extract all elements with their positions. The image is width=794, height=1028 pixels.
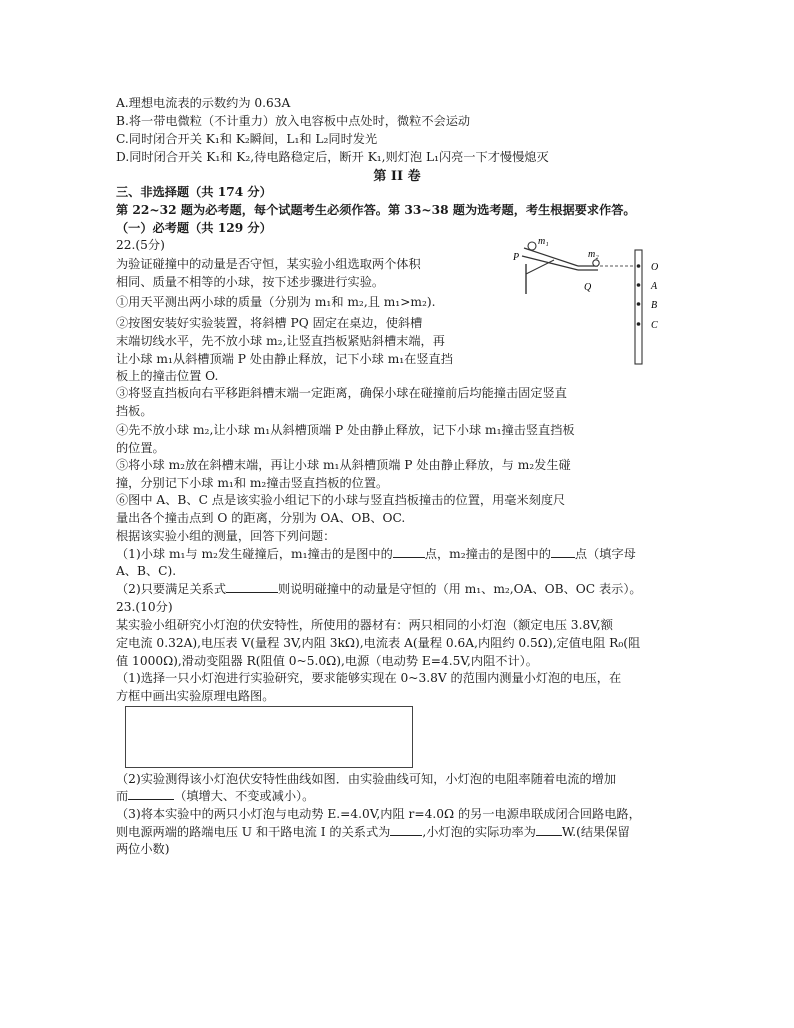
label-c: C: [651, 320, 658, 331]
q22-line: ④先不放小球 m₂,让小球 m₁从斜槽顶端 P 处由静止释放，记下小球 m₁撞击竖直挡板: [116, 423, 575, 437]
label-m1: m₁: [538, 236, 549, 247]
q22-line: ①用天平测出两小球的质量（分别为 m₁和 m₂,且 m₁>m₂).: [116, 295, 436, 309]
impact-dot-c: [637, 322, 641, 326]
q22-sub1-text: 点（填字母: [574, 547, 636, 561]
answer-blank[interactable]: [551, 545, 575, 558]
impact-dot-a: [637, 283, 641, 287]
answer-blank[interactable]: [393, 545, 425, 558]
q23-line: 定电流 0.32A),电压表 V(量程 3V,内阻 3kΩ),电流表 A(量程 0.6A,内阻约 0.5Ω),定值电阻 R₀(阻: [116, 636, 641, 650]
label-m2: m₂: [588, 249, 599, 260]
q23-sub3-text: W.(结果保留: [561, 825, 630, 839]
q23-line: 某实验小组研究小灯泡的伏安特性，所使用的器材有：两只相同的小灯泡（额定电压 3.8V,额: [116, 618, 613, 632]
answer-blank[interactable]: [390, 823, 422, 836]
q23-sub2-text: （填增大、不变或减小）。: [174, 789, 315, 803]
answer-blank[interactable]: [536, 823, 562, 836]
q22-line: 末端切线水平，先不放小球 m₂,让竖直挡板紧贴斜槽末端，再: [116, 334, 445, 348]
q22-line: 为验证碰撞中的动量是否守恒，某实验小组选取两个体积: [116, 257, 421, 271]
q23-number: 23.(10分): [116, 600, 173, 614]
q23-line: （1)选择一只小灯泡进行实验研究，要求能够实现在 0~3.8V 的范围内测量小灯泡的电压，在: [116, 671, 622, 685]
q23-line: 值 1000Ω),滑动变阻器 R(阻值 0~5.0Ω),电源（电动势 E=4.5V,内阻不计）。: [116, 654, 538, 668]
impact-dot-b: [637, 302, 641, 306]
q22-line: 让小球 m₁从斜槽顶端 P 处由静止释放，记下小球 m₁在竖直挡: [116, 352, 453, 366]
ball-m1: [528, 242, 536, 250]
q22-sub1: [116, 545, 636, 563]
q23-sub2-text: 而: [116, 789, 129, 803]
q22-line: ②按图安装好实验装置，将斜槽 PQ 固定在桌边，使斜槽: [116, 316, 423, 330]
q23-sub3-text: ,小灯泡的实际功率为: [422, 825, 536, 839]
q22-line: 撞，分别记下小球 m₁和 m₂撞击竖直挡板的位置。: [116, 476, 389, 490]
answer-blank[interactable]: [128, 787, 174, 800]
q23-sub3-text: 则电源两端的路端电压 U 和干路电流 I 的关系式为: [116, 825, 391, 839]
ball-m2: [593, 260, 599, 266]
q22-line: 相同、质量不相等的小球，按下述步骤进行实验。: [116, 275, 385, 289]
q22-sub1-text: 点，m₂撞击的是图中的: [424, 547, 551, 561]
q23-sub3: （3)将本实验中的两只小灯泡与电动势 E.=4.0V,内阻 r=4.0Ω 的另一电源串联成闭合回路电路，: [116, 807, 641, 821]
q22-sub1-cont: A、B、C).: [116, 564, 177, 578]
q23-line: 方框中画出实验原理电路图。: [116, 689, 275, 703]
part3-note: 第 22~32 题为必考题，每个试题考生必须作答。第 33~38 题为选考题，考生根据要求作答。: [116, 203, 636, 217]
q22-line: 板上的撞击位置 O.: [116, 369, 219, 383]
circuit-answer-box[interactable]: [125, 706, 413, 768]
q22-line: 挡板。: [116, 404, 153, 418]
required-heading: （一）必考题（共 129 分）: [116, 221, 272, 235]
option-d: D.同时闭合开关 K₁和 K₂,待电路稳定后，断开 K₁,则灯泡 L₁闪亮一下才慢慢熄灭: [116, 150, 549, 164]
label-b: B: [651, 300, 658, 311]
part3-heading: 三、非选择题（共 174 分）: [116, 185, 272, 199]
label-o: O: [651, 262, 659, 273]
q23-sub2: （2)实验测得该小灯泡伏安特性曲线如图．由实验曲线可知，小灯泡的电阻率随着电流的增加: [116, 772, 617, 786]
option-a: A.理想电流表的示数约为 0.63A: [116, 96, 291, 110]
impact-dot-o: [637, 264, 641, 268]
q23-sub3-cont: [116, 823, 630, 841]
q22-number: 22.(5分): [116, 238, 165, 252]
collision-apparatus-diagram: [508, 234, 668, 366]
q22-sub1-text: （1)小球 m₁与 m₂发生碰撞后，m₁撞击的是图中的: [116, 547, 393, 561]
q22-sub2: [116, 580, 642, 598]
option-b: B.将一带电微粒（不计重力）放入电容板中点处时，微粒不会运动: [116, 114, 471, 128]
q22-line: ③将竖直挡板向右平移距斜槽末端一定距离，确保小球在碰撞前后均能撞击固定竖直: [116, 386, 567, 400]
q23-sub3-cont: 两位小数): [116, 842, 170, 856]
q22-line: 量出各个撞击点到 O 的距离，分别为 OA、OB、OC.: [116, 511, 406, 525]
q22-sub2-text: （2)只要满足关系式: [116, 582, 227, 596]
q22-line: ⑤将小球 m₂放在斜槽末端，再让小球 m₁从斜槽顶端 P 处由静止释放，与 m₂发生碰: [116, 458, 571, 472]
label-a: A: [651, 281, 658, 292]
answer-blank[interactable]: [226, 580, 278, 593]
label-p: P: [513, 252, 520, 263]
q22-sub2-text: 则说明碰撞中的动量是守恒的（用 m₁、m₂,OA、OB、OC 表示）。: [278, 582, 642, 596]
q22-line: 的位置。: [116, 441, 165, 455]
label-q: Q: [584, 282, 592, 293]
section-title: 第 II 卷: [373, 169, 421, 184]
q22-line: 根据该实验小组的测量，回答下列问题：: [116, 529, 336, 543]
chute-brace: [526, 260, 554, 274]
q23-sub2-cont: [116, 787, 314, 805]
option-c: C.同时闭合开关 K₁和 K₂瞬间，L₁和 L₂同时发光: [116, 132, 378, 146]
q22-line: ⑥图中 A、B、C 点是该实验小组记下的小球与竖直挡板撞击的位置，用毫米刻度尺: [116, 493, 566, 507]
